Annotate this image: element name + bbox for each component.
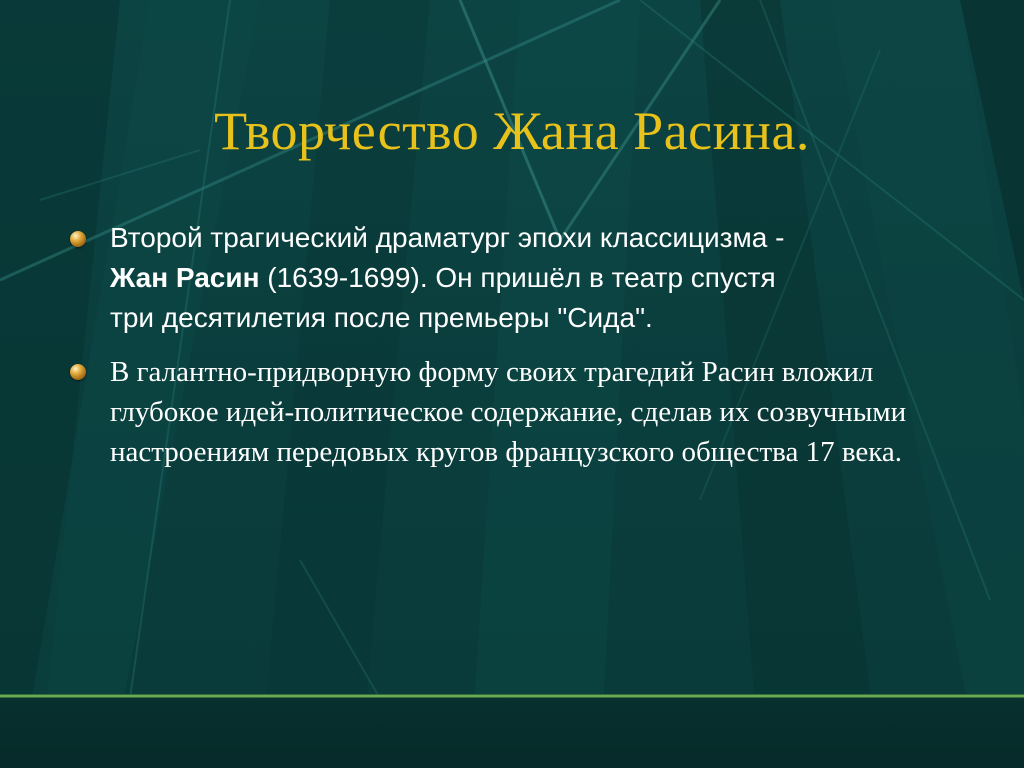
bullet-highlight-name: Жан Расин [110, 262, 260, 293]
bullet-icon [70, 364, 86, 380]
bullet-list [70, 218, 970, 472]
slide-title: Творчество Жана Расина. [214, 101, 810, 161]
bullet-text-line2: (1639-1699). Он пришёл в театр спустя [259, 262, 776, 293]
bullet-text-line3: три десятилетия после премьеры "Сида". [110, 302, 653, 333]
bullet-text: В галантно-придворную форму своих трагедий Расин вложил глубокое идей-политическое содержание, сделав их созвучными настроениям передовых кругов французского общества 17 века. [110, 356, 907, 468]
bullet-item [70, 352, 970, 472]
bullet-icon [70, 231, 86, 247]
bullet-item [70, 218, 970, 338]
bullet-text-line1: Второй трагический драматург эпохи классицизма - [110, 222, 785, 253]
